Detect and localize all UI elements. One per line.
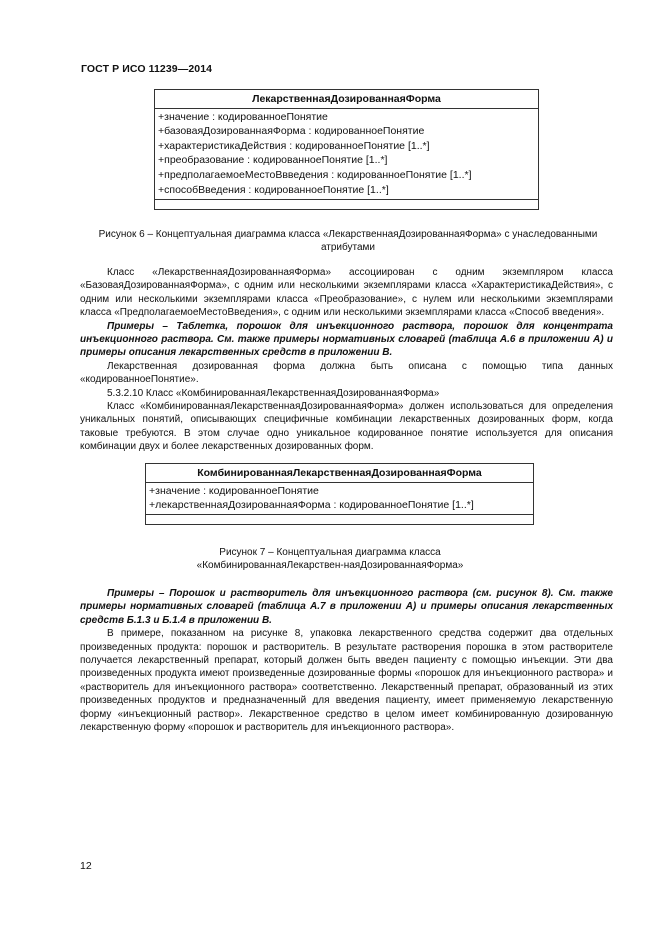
uml-attribute: +значение : кодированноеПонятие — [158, 110, 328, 123]
uml-class-title: КомбинированнаяЛекарственнаяДозированнаяФорма — [146, 464, 533, 483]
uml-attribute: +лекарственнаяДозированнаяФорма : кодированноеПонятие [1..*] — [149, 499, 474, 512]
body-text-section — [80, 587, 613, 734]
uml-attribute: +преобразование : кодированноеПонятие [1..*] — [158, 154, 388, 167]
uml-operations-compartment — [155, 199, 538, 209]
caption-line: Рисунок 6 – Концептуальная диаграмма класса «ЛекарственнаяДозированнаяФорма» с унаследованными — [98, 229, 598, 240]
page-number: 12 — [80, 860, 92, 872]
paragraph: В примере, показанном на рисунке 8, упаковка лекарственного средства содержит два отдельных произведенных продукта: порошок и растворитель. В результате растворения порошка в этом растворителе получается лекарственный препарат, который должен быть введен пациенту с помощью инъекции. Эти два произведенных продукта имеют произведенные дозированные формы «порошок для инъекционного раствора» и «растворитель для инъекционного раствора» соответственно. Лекарственный препарат, образованный из этих произведенных продуктов и предназначенный для введения пациенту, имеет применяемую лекарственную форму «инъекционный раствор». Лекарственное средство в целом имеет комбинированную дозированную лекарственную форму «порошок и растворитель для инъекционного раствора». — [80, 628, 613, 734]
body-text-section — [80, 266, 613, 454]
uml-class-title: ЛекарственнаяДозированнаяФорма — [155, 90, 538, 109]
uml-attribute: +предполагаемоеМестоВвведения : кодированноеПонятие [1..*] — [158, 168, 472, 181]
caption-line: атрибутами — [320, 242, 376, 253]
figure-caption — [78, 228, 618, 254]
paragraph: Лекарственная дозированная форма должна быть описана с помощью типа данных «кодированноеПонятие». — [80, 360, 613, 386]
figure-caption — [90, 546, 570, 572]
examples-paragraph: Примеры – Таблетка, порошок для инъекционного раствора, порошок для концентрата инъекционного раствора. См. также примеры нормативных словарей (таблица А.6 в приложении А) и примеры описания лекарственных средств в приложении В. — [80, 320, 613, 359]
caption-line: «КомбинированнаяЛекарствен-наяДозированнаяФорма» — [196, 560, 464, 571]
section-heading: 5.3.2.10 Класс «КомбинированнаяЛекарственнаяДозированнаяФорма» — [107, 387, 440, 399]
caption-line: Рисунок 7 – Концептуальная диаграмма класса — [219, 547, 441, 558]
uml-attributes — [146, 483, 533, 514]
uml-class-box-dosage-form — [154, 89, 539, 210]
uml-attribute: +значение : кодированноеПонятие — [149, 484, 319, 497]
document-header: ГОСТ Р ИСО 11239—2014 — [81, 63, 213, 75]
uml-class-box-combined-dosage-form — [145, 463, 534, 525]
paragraph: Класс «ЛекарственнаяДозированнаяФорма» ассоциирован с одним экземпляром класса «БазоваяДозированнаяФорма», с одним или несколькими экземплярами класса «ХарактеристикаДействия», с одним или несколькими экземплярами класса «Преобразование», с нулем или несколькими экземплярами класса «ПредполагаемоеМестоВведения», с одним или несколькими экземплярами класса «Способ введения». — [80, 267, 613, 319]
uml-attribute: +базоваяДозированнаяФорма : кодированноеПонятие — [158, 125, 425, 138]
paragraph: Класс «КомбинированнаяЛекарственнаяДозированнаяФорма» должен использоваться для определения уникальных понятий, описывающих специфичные комбинации лекарственных дозированных форм, когда таковые требуются. В этом случае одно уникальное кодированное понятие используется для описания комбинации двух и более лекарственных дозированных форм. — [80, 401, 613, 453]
uml-attribute: +способВведения : кодированноеПонятие [1..*] — [158, 183, 389, 196]
uml-operations-compartment — [146, 514, 533, 524]
uml-attribute: +характеристикаДействия : кодированноеПонятие [1..*] — [158, 139, 430, 152]
uml-attributes — [155, 109, 538, 200]
examples-paragraph: Примеры – Порошок и растворитель для инъекционного раствора (см. рисунок 8). См. также примеры нормативных словарей (таблица А.7 в приложении А) и примеры описания лекарственных средств Б.1.3 и Б.1.4 в приложении В. — [80, 588, 613, 626]
